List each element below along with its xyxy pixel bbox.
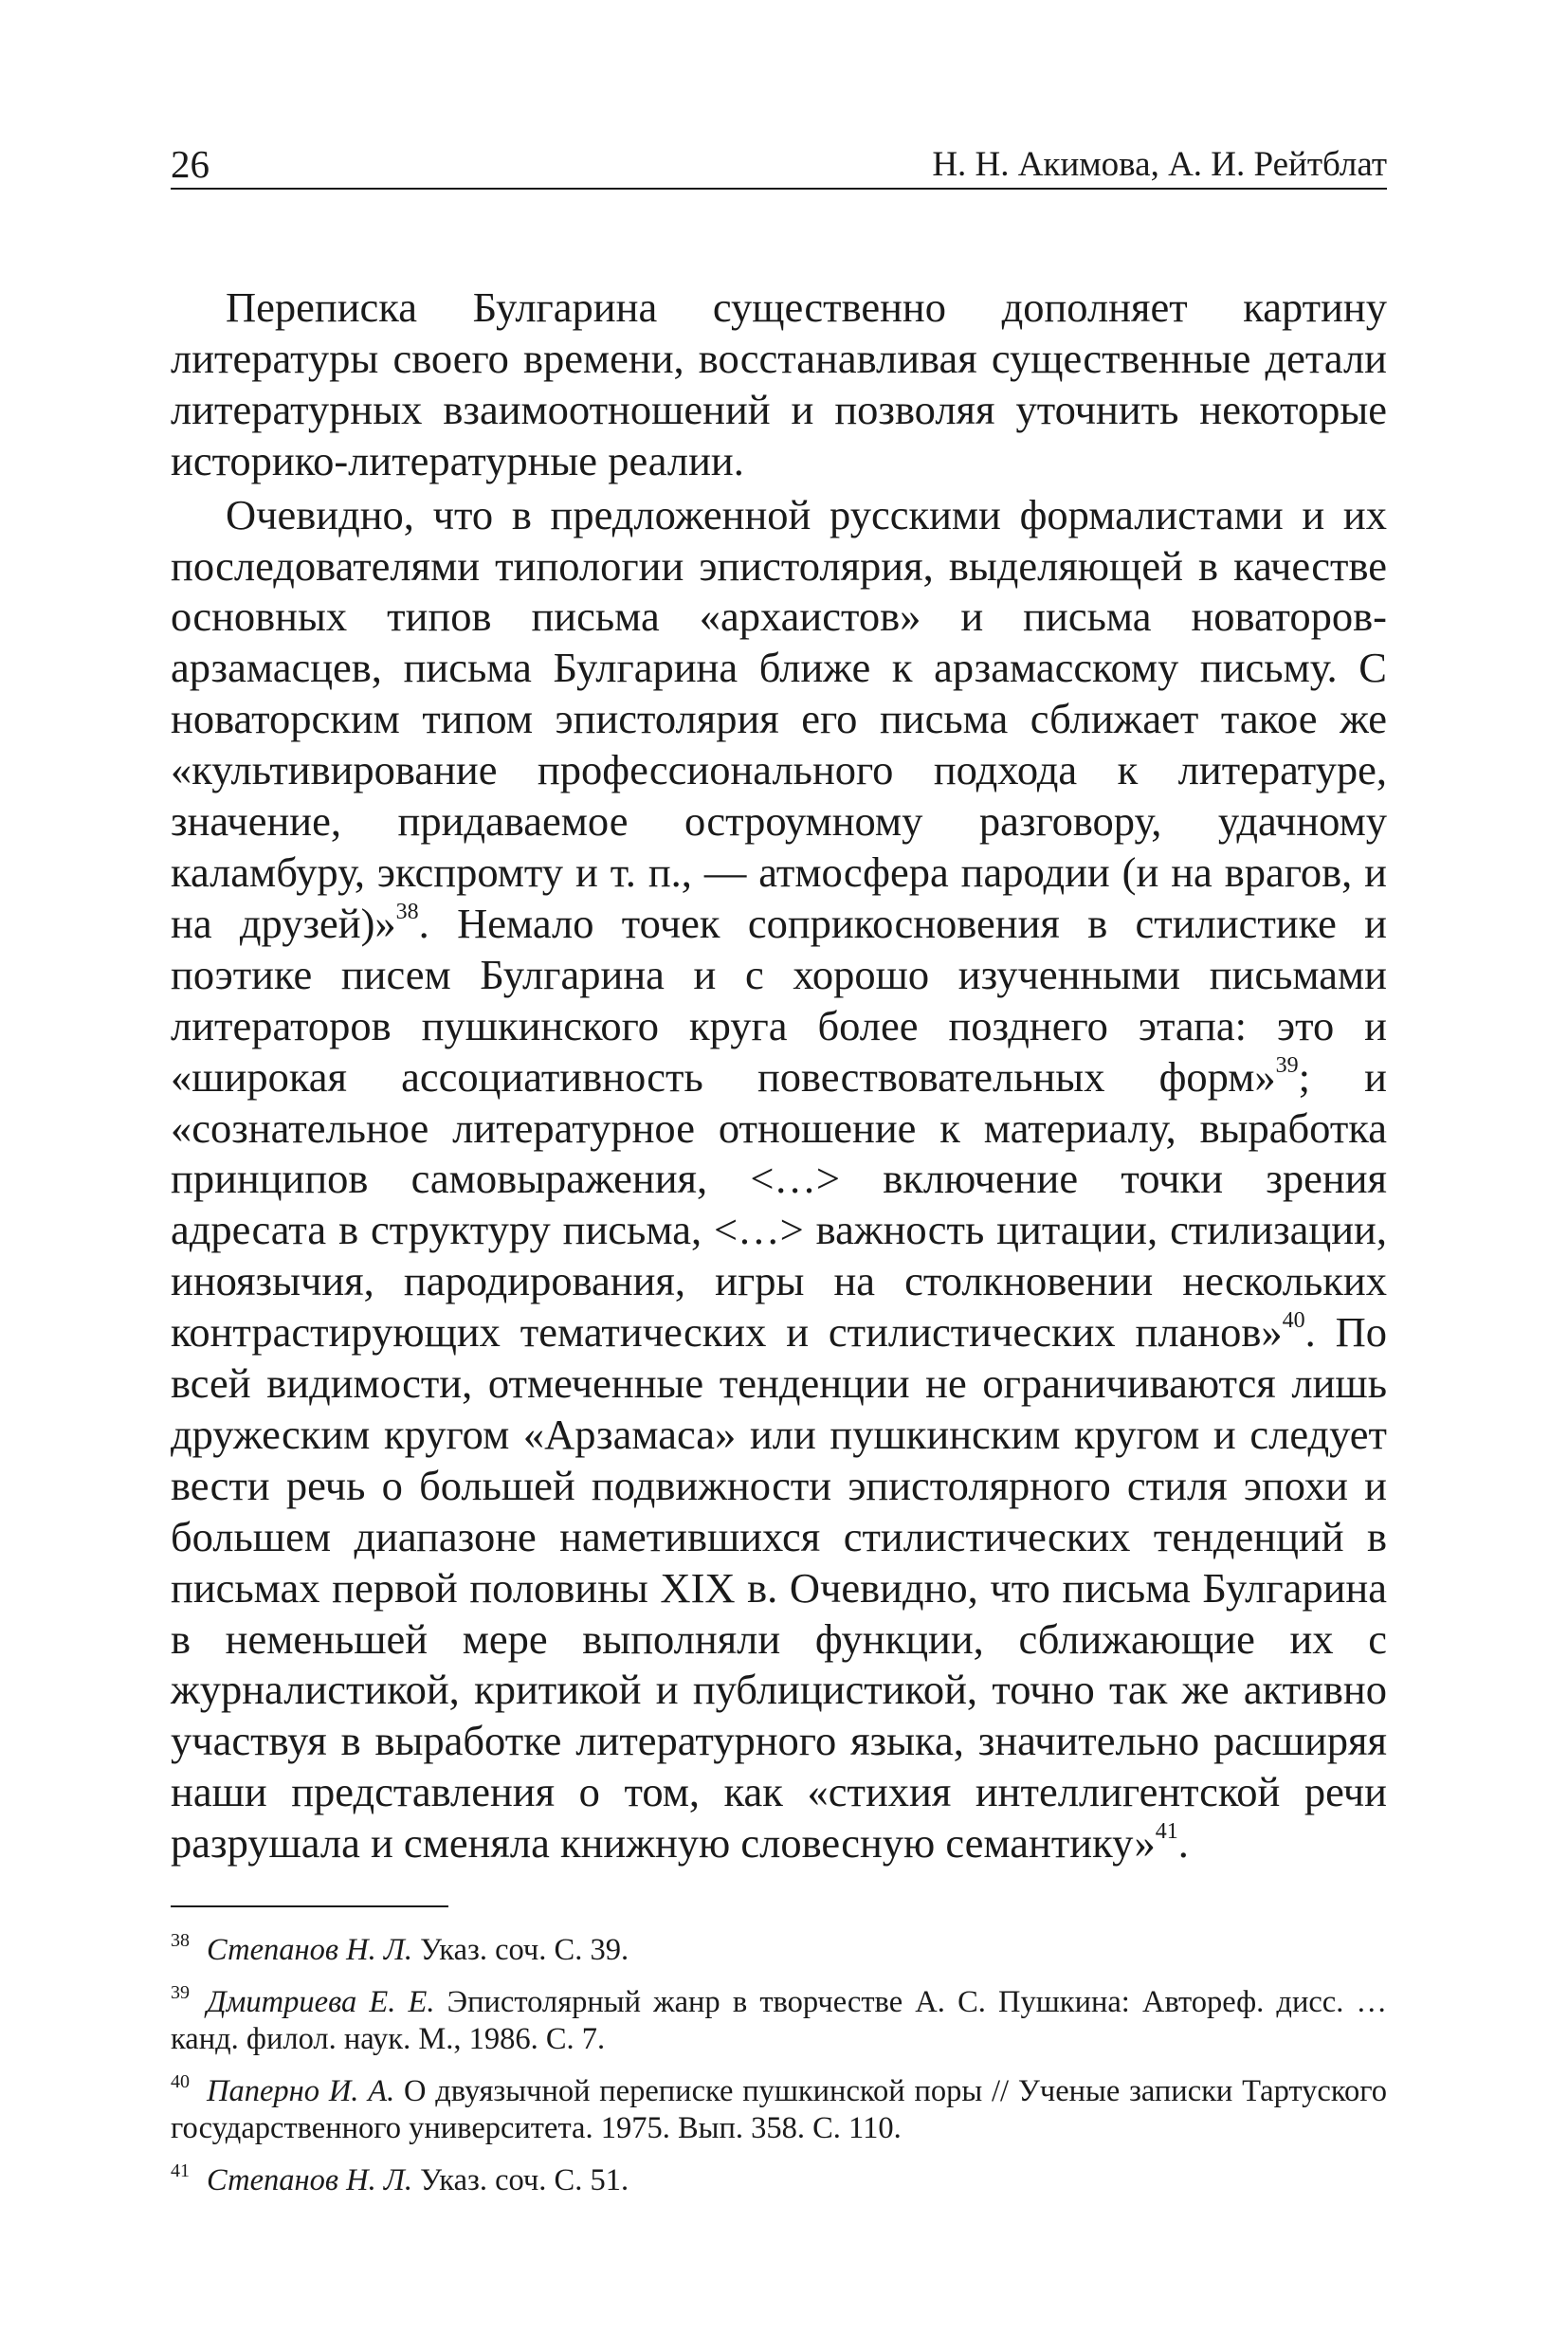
footnote-author: Паперно И. А.	[207, 2074, 395, 2109]
footnote-text: Эпистолярный жанр в творчестве А. С. Пушкина: Автореф. дисс. … канд. филол. наук. М., 1986. С. 7.	[171, 1985, 1388, 2057]
paragraph-1: Переписка Булгарина существенно дополняет картину литературы своего времени, восстанавливая существенные детали литературных взаимоотношений и позволяя уточнить некоторые историко-литературные реалии.	[171, 283, 1387, 484]
footnote-40	[171, 2073, 1387, 2147]
footnote-39	[171, 1984, 1387, 2058]
running-head-authors: Н. Н. Акимова, А. И. Рейтблат	[932, 145, 1387, 184]
page-number: 26	[171, 142, 210, 186]
footnote-38	[171, 1932, 1387, 1969]
footnote-ref-39: 39	[1275, 1052, 1299, 1078]
paragraph-2-part-a: Очевидно, что в предложенной русскими формалистами и их последователями типологии эпистолярия, выделяющей в качестве основных типов письма «архаистов» и письма новаторов-арзамасцев, письма Булгарина ближе к арзамасскому письму. С новаторским типом эпистолярия его письма сближает такое же «культивирование профессионального подхода к литературе, значение, придаваемое остроумному разговору, удачному каламбуру, экспромту и т. п., — атмосфера пародии (и на врагов, и на друзей)»	[171, 490, 1387, 947]
footnote-rule	[171, 1905, 448, 1907]
paragraph-2	[171, 490, 1387, 1869]
paragraph-2-part-e: .	[1177, 1819, 1189, 1868]
footnote-text: Указ. соч. С. 51.	[412, 2163, 629, 2198]
footnote-author: Дмитриева Е. Е.	[207, 1985, 435, 2020]
footnote-author: Степанов Н. Л.	[207, 2163, 412, 2198]
footnote-number: 40	[171, 2071, 190, 2093]
body-text	[171, 282, 1387, 1869]
footnote-ref-40: 40	[1282, 1308, 1305, 1334]
footnote-number: 38	[171, 1930, 190, 1952]
footnote-41	[171, 2162, 1387, 2199]
paragraph-2-part-b: . Немало точек соприкосновения в стилистике и поэтике писем Булгарина и с хорошо изученными письмами литераторов пушкинского круга более позднего этапа: это и «широкая ассоциативность повествовательных форм»	[171, 899, 1387, 1101]
footnote-text: Указ. соч. С. 39.	[412, 1933, 629, 1968]
footnote-number: 41	[171, 2160, 190, 2182]
footnotes	[171, 1932, 1387, 2199]
running-head	[171, 133, 1387, 190]
footnote-number: 39	[171, 1982, 190, 2004]
paragraph-2-part-c: ; и «сознательное литературное отношение к материалу, выработка принципов самовыражения, <…> включение точки зрения адресата в структуру письма, <…> важность цитации, стилизации, иноязычия, пародирования, игры на столкновении нескольких контрастирующих тематических и стилистических планов»	[171, 1052, 1387, 1357]
footnote-text: О двуязычной переписке пушкинской поры // Ученые записки Тартуского государственного университета. 1975. Вып. 358. С. 110.	[171, 2074, 1388, 2146]
book-page	[171, 133, 1387, 2214]
footnote-author: Степанов Н. Л.	[207, 1933, 412, 1968]
footnote-ref-38: 38	[395, 899, 419, 924]
footnote-ref-41: 41	[1155, 1819, 1178, 1845]
paragraph-2-part-d: . По всей видимости, отмеченные тенденции не ограничиваются лишь дружеским кругом «Арзамаса» или пушкинским кругом и следует вести речь о большей подвижности эпистолярного стиля эпохи и большем диапазоне наметившихся стилистических тенденций в письмах первой половины XIX в. Очевидно, что письма Булгарина в неменьшей мере выполняли функции, сближающие их с журналистикой, критикой и публицистикой, точно так же активно участвуя в выработке литературного языка, значительно расширяя наши представления о том, как «стихия интеллигентской речи разрушала и сменяла книжную словесную семантику»	[171, 1308, 1387, 1868]
